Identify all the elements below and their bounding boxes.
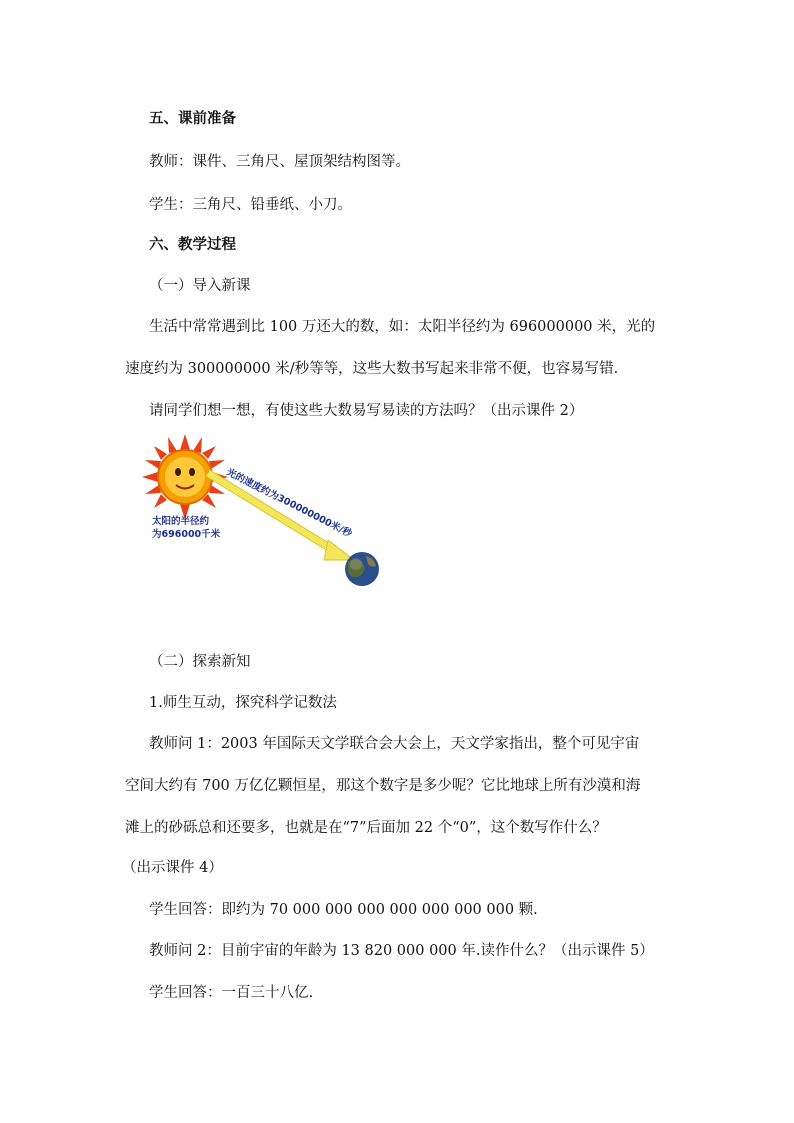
question-1-line-1: 教师问 1：2003 年国际天文学联合会大会上，天文学家指出，整个可见宇宙 bbox=[149, 736, 640, 752]
part-1-title: （一）导入新课 bbox=[149, 278, 251, 294]
answer-2: 学生回答：一百三十八亿. bbox=[149, 985, 314, 1001]
question-1-line-2: 空间大约有 700 万亿亿颗恒星，那这个数字是多少呢？它比地球上所有沙漠和海 bbox=[125, 778, 641, 794]
arrow-label: 光的速度约为300000000米/秒 bbox=[224, 466, 354, 540]
student-prep: 学生：三角尺、铅垂纸、小刀。 bbox=[149, 197, 352, 213]
paragraph-2: 请同学们想一想，有使这些大数易写易读的方法吗？（出示课件 2） bbox=[149, 403, 584, 419]
question-1-line-3: 滩上的砂砾总和还要多，也就是在“7”后面加 22 个“0”，这个数写作什么？ bbox=[125, 820, 607, 836]
part-2-title: （二）探索新知 bbox=[149, 654, 251, 670]
light-arrow bbox=[206, 470, 354, 560]
answer-1: 学生回答：即约为 70 000 000 000 000 000 000 000 颗. bbox=[149, 902, 538, 918]
paragraph-1-line-1: 生活中常常遇到比 100 万还大的数，如：太阳半径约为 696000000 米，光的 bbox=[149, 319, 656, 335]
sun-radius-label-line-2: 为696000千米 bbox=[152, 529, 221, 540]
question-1-line-4: （出示课件 4） bbox=[122, 860, 223, 876]
teacher-prep: 教师：课件、三角尺、屋顶架结构图等。 bbox=[149, 154, 410, 170]
question-2: 教师问 2：目前宇宙的年龄为 13 820 000 000 年.读作什么？（出示课件 5） bbox=[149, 943, 654, 959]
earth-icon bbox=[345, 552, 379, 586]
section-5-title: 五、课前准备 bbox=[149, 111, 236, 127]
sun-light-illustration bbox=[140, 432, 390, 592]
section-6-title: 六、教学过程 bbox=[149, 237, 236, 253]
subsection-1-title: 1.师生互动，探究科学记数法 bbox=[149, 695, 337, 711]
paragraph-1-line-2: 速度约为 300000000 米/秒等等，这些大数书写起来非常不便，也容易写错. bbox=[125, 361, 619, 377]
sun-radius-label-line-1: 太阳的半径约 bbox=[152, 516, 210, 527]
